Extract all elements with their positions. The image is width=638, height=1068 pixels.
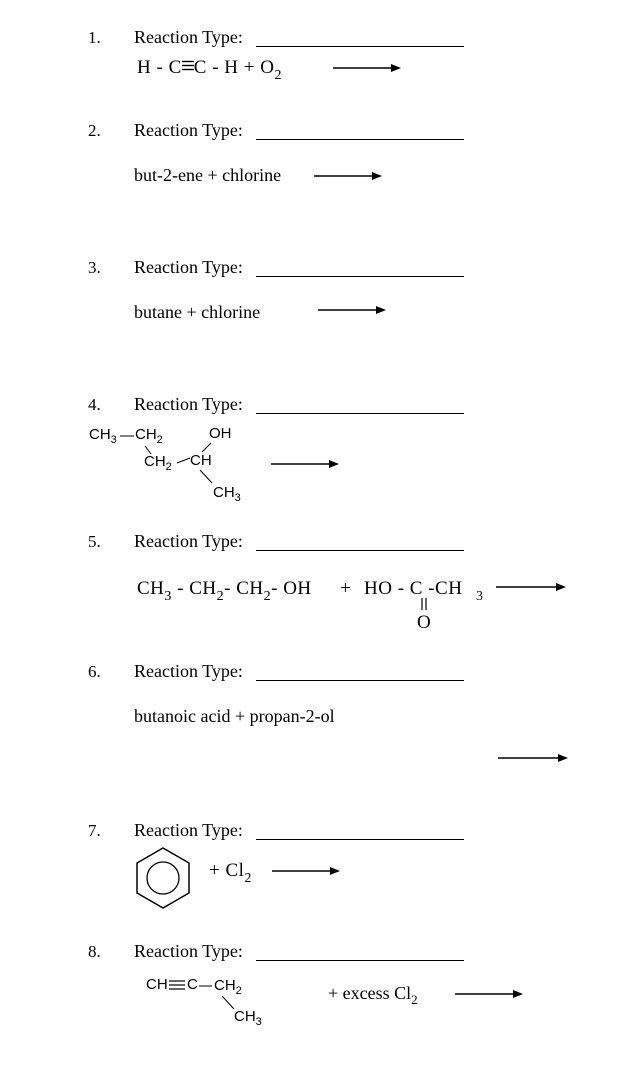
question-3-reaction: butane + chlorine bbox=[134, 302, 261, 322]
q8-ch2: $CH_2$ bbox=[214, 977, 242, 997]
q1-oxygen: O bbox=[260, 57, 275, 78]
q1-oxygen-subscript: 2 bbox=[274, 68, 282, 83]
q4-arrow-icon bbox=[271, 458, 341, 470]
q5-plus: + bbox=[340, 578, 352, 599]
question-6-label: Reaction Type: bbox=[134, 661, 243, 681]
q8-bond-icon bbox=[198, 983, 214, 989]
q4-skeleton-bonds bbox=[0, 0, 638, 520]
question-5-answer-line[interactable] bbox=[256, 550, 464, 551]
question-8-label: Reaction Type: bbox=[134, 941, 243, 961]
q4-ch2-top: $CH_2$ bbox=[135, 426, 163, 446]
question-2-label: Reaction Type: bbox=[134, 120, 243, 140]
benzene-ring-icon bbox=[134, 846, 192, 912]
q1-dash2: - bbox=[212, 57, 220, 78]
question-3-label: Reaction Type: bbox=[134, 257, 243, 277]
q1-c1: C bbox=[168, 57, 182, 78]
question-5-number: 5. bbox=[88, 532, 101, 551]
question-7-answer-line[interactable] bbox=[256, 839, 464, 840]
q4-ch2-lower: $CH_2$ bbox=[144, 453, 172, 473]
question-4-label: Reaction Type: bbox=[134, 394, 243, 414]
q1-plus: + bbox=[243, 57, 255, 78]
question-5-label: Reaction Type: bbox=[134, 531, 243, 551]
q8-triple-bond-icon bbox=[168, 978, 186, 992]
q4-ch3-top: $CH_3$ bbox=[89, 426, 117, 446]
question-2-number: 2. bbox=[88, 121, 101, 140]
question-6-number: 6. bbox=[88, 662, 101, 681]
q8-arrow-icon bbox=[455, 988, 525, 1000]
q6-arrow-icon bbox=[498, 752, 570, 764]
q7-arrow-icon bbox=[272, 865, 342, 877]
q5-carbonyl-oxygen: O bbox=[417, 612, 432, 633]
question-4-number: 4. bbox=[88, 395, 101, 414]
question-7-number: 7. bbox=[88, 821, 101, 840]
q5-arrow-icon bbox=[496, 581, 568, 593]
question-8-answer-line[interactable] bbox=[256, 960, 464, 961]
q8-c: C bbox=[187, 976, 198, 993]
question-8-number: 8. bbox=[88, 942, 101, 961]
question-5-equation: $CH_3 - CH_2-$ $CH_2-$ OH bbox=[137, 578, 312, 604]
question-6-reaction: butanoic acid + propan-2-ol bbox=[134, 706, 335, 726]
question-1-number: 1. bbox=[88, 28, 101, 47]
q5-ch3-subscript: 3 bbox=[476, 589, 483, 604]
q8-ch3: $CH_3$ bbox=[234, 1008, 262, 1028]
q8-excess-chlorine: + excess $Cl_2$ bbox=[328, 983, 418, 1007]
q4-ch: CH bbox=[190, 452, 212, 469]
q5-acid: HO - C -CH bbox=[364, 578, 463, 599]
q4-hydroxyl: OH bbox=[209, 425, 232, 442]
q1-c2: C bbox=[193, 57, 207, 78]
q1-h2: H bbox=[224, 57, 239, 78]
q7-chlorine: + $Cl_2$ bbox=[209, 860, 252, 886]
q1-h1: H bbox=[137, 57, 152, 78]
q4-ch3-bottom: $CH_3$ bbox=[213, 484, 241, 504]
q8-ch: CH bbox=[146, 976, 168, 993]
q1-dash1: - bbox=[156, 57, 164, 78]
question-6-answer-line[interactable] bbox=[256, 680, 464, 681]
question-1-label: Reaction Type: bbox=[134, 27, 243, 47]
q5-double-bond-icon bbox=[418, 598, 432, 612]
question-2-reaction: but-2-ene + chlorine bbox=[134, 165, 282, 185]
question-7-label: Reaction Type: bbox=[134, 820, 243, 840]
question-3-number: 3. bbox=[88, 258, 101, 277]
